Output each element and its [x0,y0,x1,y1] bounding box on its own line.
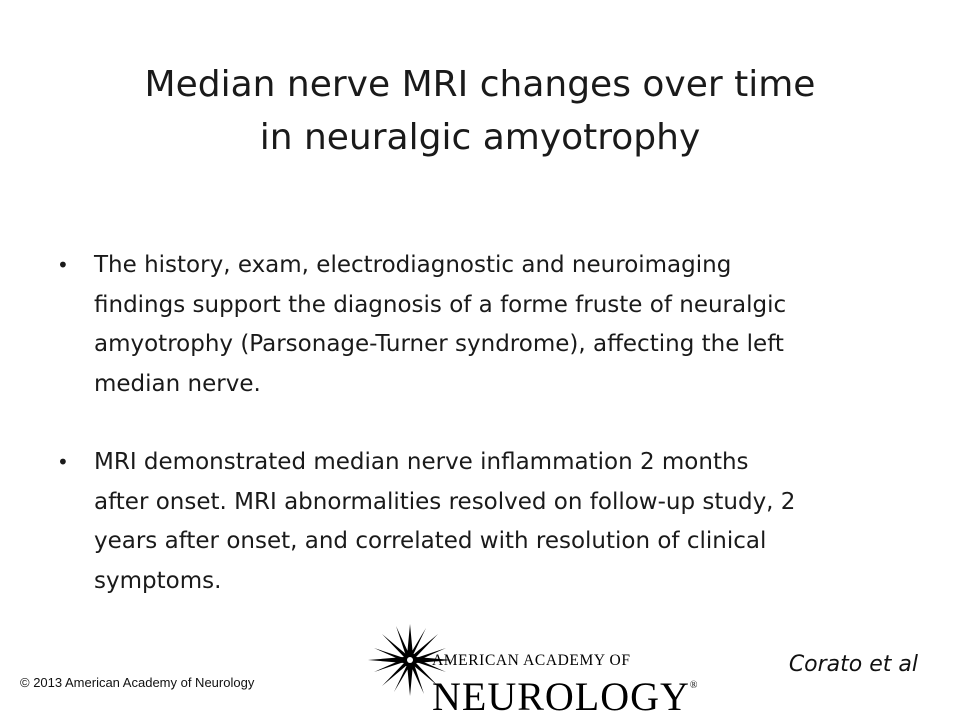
title-line-2: in neuralgic amyotrophy [259,117,701,158]
bullet-text-line: years after onset, and correlated with resolution of clinical [94,528,767,554]
bullet-text-line: MRI demonstrated median nerve inflammation 2 months [94,449,749,475]
title-line-1: Median nerve MRI changes over time [144,64,816,105]
bullet-marker: • [57,253,69,277]
aan-logo [366,620,698,719]
bullet-text-line: amyotrophy (Parsonage-Turner syndrome), affecting the left [94,331,784,357]
bullet-item-mri [52,443,902,601]
bullet-list [52,246,902,601]
slide-title [60,58,900,164]
bullet-text-line: The history, exam, electrodiagnostic and neuroimaging [94,252,732,278]
bullet-text-line: median nerve. [94,370,261,397]
bullet-text-line: findings support the diagnosis of a forme fruste of neuralgic [94,291,787,318]
logo-line-neurology [432,664,697,719]
bullet-text-line: after onset. MRI abnormalities resolved on follow-up study, 2 [94,488,796,515]
registered-mark: ® [689,680,698,691]
logo-wordmark: NEUROLOGY [432,674,690,719]
bullet-marker: • [57,450,69,474]
citation: Corato et al [788,652,918,677]
logo-line-academy: AMERICAN ACADEMY OF [432,652,631,669]
copyright-notice: © 2013 American Academy of Neurology [20,675,255,690]
bullet-text-line: symptoms. [94,567,222,594]
bullet-item-diagnosis [52,246,902,404]
